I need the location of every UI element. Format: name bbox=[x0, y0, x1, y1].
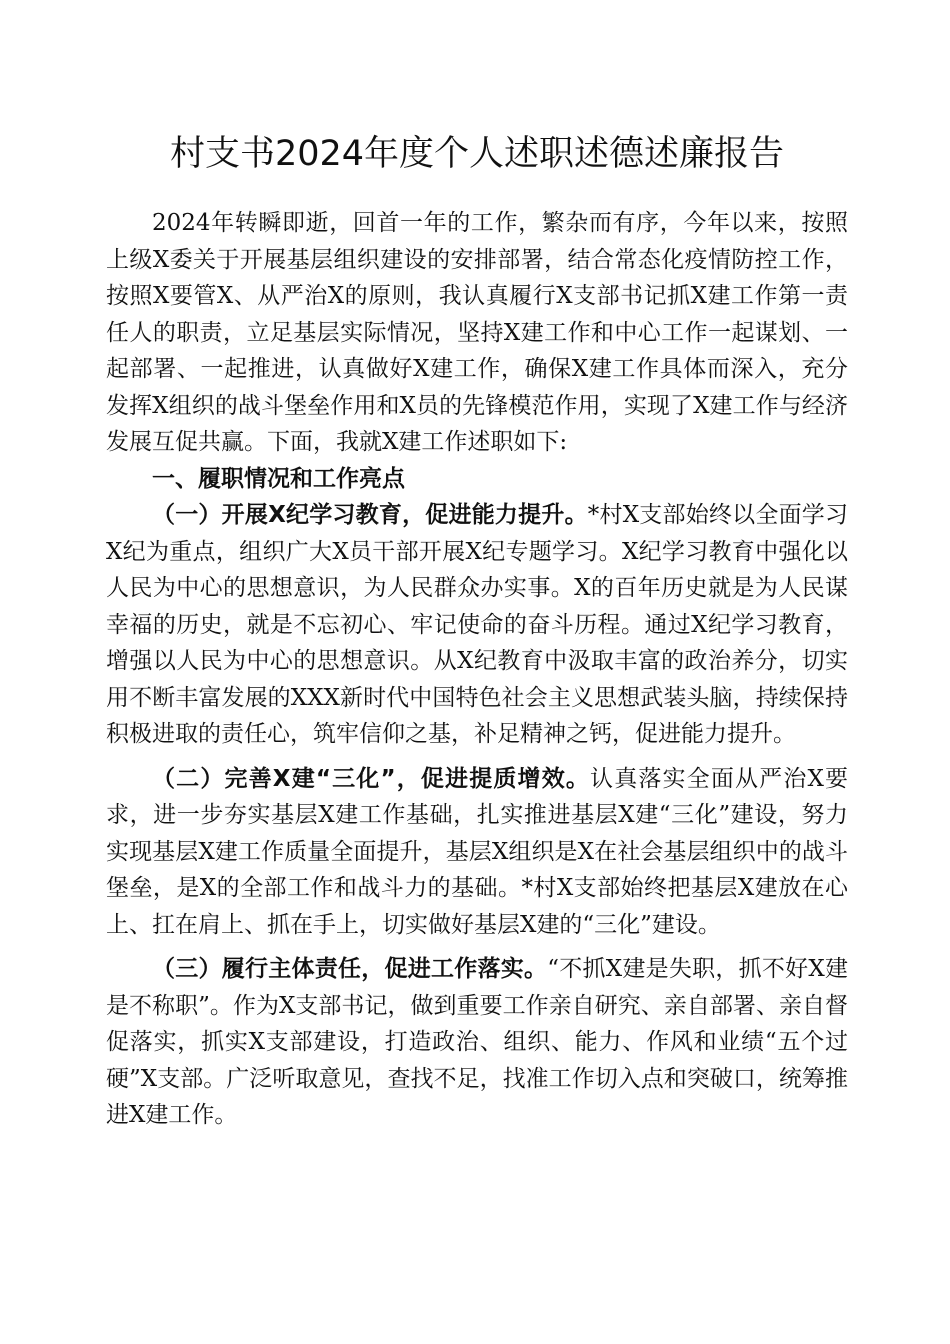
section-heading: 一、履职情况和工作亮点 bbox=[152, 465, 405, 492]
item-body-3: “不抓X建是失职，抓不好X建是不称职”。作为X支部书记，做到重要工作亲自研究、亲自部署、亲自督促落实，抓实X支部建设，打造政治、组织、能力、作风和业绩“五个过硬”X支部。广泛听取意见，查找不足，找准工作切入点和突破口，统筹推进X建工作。 bbox=[106, 956, 848, 1128]
document-page bbox=[106, 125, 848, 1134]
item-body-2: 认真落实全面从严治X要求，进一步夯实基层X建工作基础，扎实推进基层X建“三化”建设，努力实现基层X建工作质量全面提升，基层X组织是X在社会基层组织中的战斗堡垒，是X的全部工作和战斗力的基础。*村X支部始终把基层X建放在心上、扛在肩上、抓在手上，切实做好基层X建的“三化”建设。 bbox=[106, 765, 849, 938]
item-paragraph-2 bbox=[106, 761, 848, 944]
item-lead-2: （二）完善X建“三化”，促进提质增效。 bbox=[152, 765, 591, 792]
item-paragraph-3 bbox=[106, 951, 848, 1134]
intro-paragraph: 2024年转瞬即逝，回首一年的工作，繁杂而有序，今年以来，按照上级X委关于开展基层组织建设的安排部署，结合常态化疫情防控工作，按照X要管X、从严治X的原则，我认真履行X支部书记抓X建工作第一责任人的职责，立足基层实际情况，坚持X建工作和中心工作一起谋划、一起部署、一起推进，认真做好X建工作，确保X建工作具体而深入，充分发挥X组织的战斗堡垒作用和X员的先锋模范作用，实现了X建工作与经济发展互促共赢。下面，我就X建工作述职如下: bbox=[106, 210, 848, 455]
item-body-1: *村X支部始终以全面学习X纪为重点，组织广大X员干部开展X纪专题学习。X纪学习教育中强化以人民为中心的思想意识，为人民群众办实事。X的百年历史就是为人民谋幸福的历史，就是不忘初心、牢记使命的奋斗历程。通过X纪学习教育，增强以人民为中心的思想意识。从X纪教育中汲取丰富的政治养分，切实用不断丰富发展的XXX新时代中国特色社会主义思想武装头脑，持续保持积极进取的责任心，筑牢信仰之基，补足精神之钙，促进能力提升。 bbox=[106, 502, 848, 747]
document-title: 村支书2024年度个人述职述德述廉报告 bbox=[169, 134, 785, 174]
item-lead-1: （一）开展X纪学习教育，促进能力提升。 bbox=[152, 502, 588, 528]
item-lead-3: （三）履行主体责任，促进工作落实。 bbox=[152, 956, 548, 982]
item-paragraph-1 bbox=[106, 497, 848, 753]
